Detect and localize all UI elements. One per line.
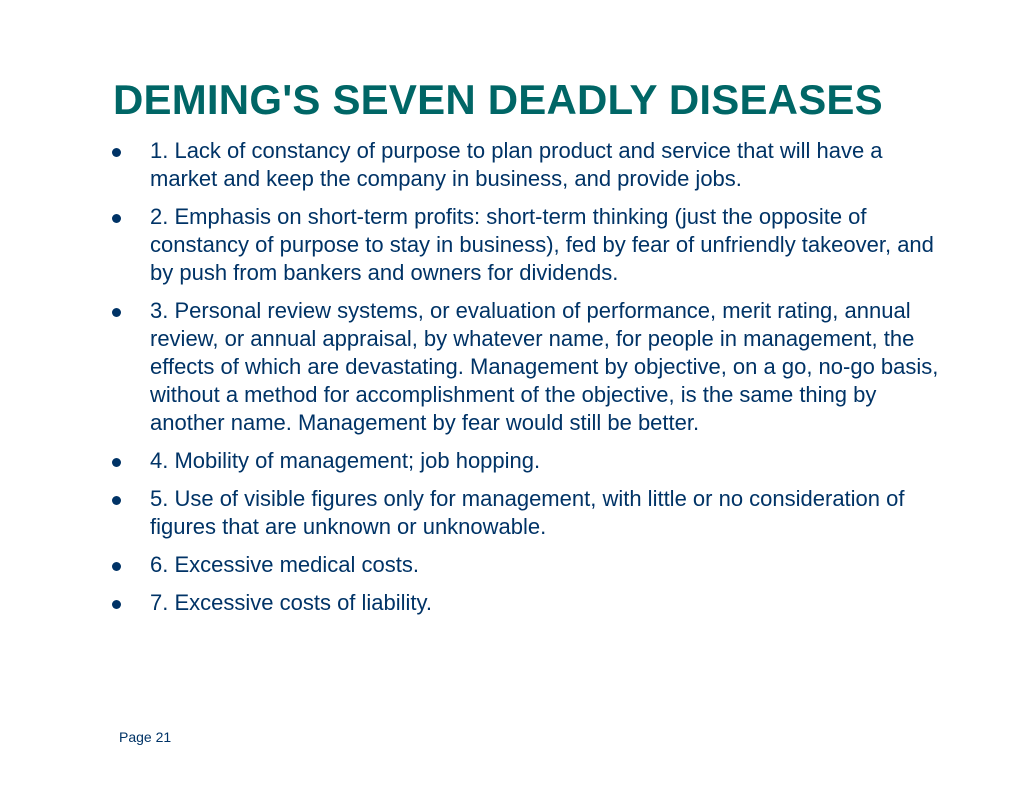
bullet-item-7 xyxy=(112,589,952,617)
bullet-dot-icon xyxy=(112,214,121,223)
bullet-item-3 xyxy=(112,297,952,437)
bullet-text: 5. Use of visible figures only for management, with little or no consideration of figures that are unknown or unknowable. xyxy=(150,486,905,539)
bullet-dot-icon xyxy=(112,308,121,317)
bullet-dot-icon xyxy=(112,148,121,157)
bullet-dot-icon xyxy=(112,600,121,609)
bullet-item-2 xyxy=(112,203,952,287)
bullet-text: 1. Lack of constancy of purpose to plan product and service that will have a market and keep the company in business, and provide jobs. xyxy=(150,138,883,191)
bullet-dot-icon xyxy=(112,496,121,505)
bullet-text: 6. Excessive medical costs. xyxy=(150,552,419,577)
bullet-item-1 xyxy=(112,137,952,193)
bullet-dot-icon xyxy=(112,562,121,571)
bullet-item-4 xyxy=(112,447,952,475)
bullet-item-6 xyxy=(112,551,952,579)
page-number: Page 21 xyxy=(119,729,172,745)
bullet-text: 2. Emphasis on short-term profits: short-term thinking (just the opposite of constancy of purpose to stay in business), fed by fear of unfriendly takeover, and by push from bankers and owners for dividends. xyxy=(150,204,934,285)
bullet-list xyxy=(112,137,952,627)
bullet-text: 4. Mobility of management; job hopping. xyxy=(150,448,541,473)
bullet-item-5 xyxy=(112,485,952,541)
bullet-dot-icon xyxy=(112,458,121,467)
bullet-text: 7. Excessive costs of liability. xyxy=(150,590,433,615)
bullet-text: 3. Personal review systems, or evaluation of performance, merit rating, annual review, or annual appraisal, by whatever name, for people in management, the effects of which are devastating. Management by objective, on a go, no-go basis, without a method for accomplishment of the objective, is the same thing by another name. Management by fear would still be better. xyxy=(150,298,939,435)
slide-title: DEMING'S SEVEN DEADLY DISEASES xyxy=(113,76,883,123)
